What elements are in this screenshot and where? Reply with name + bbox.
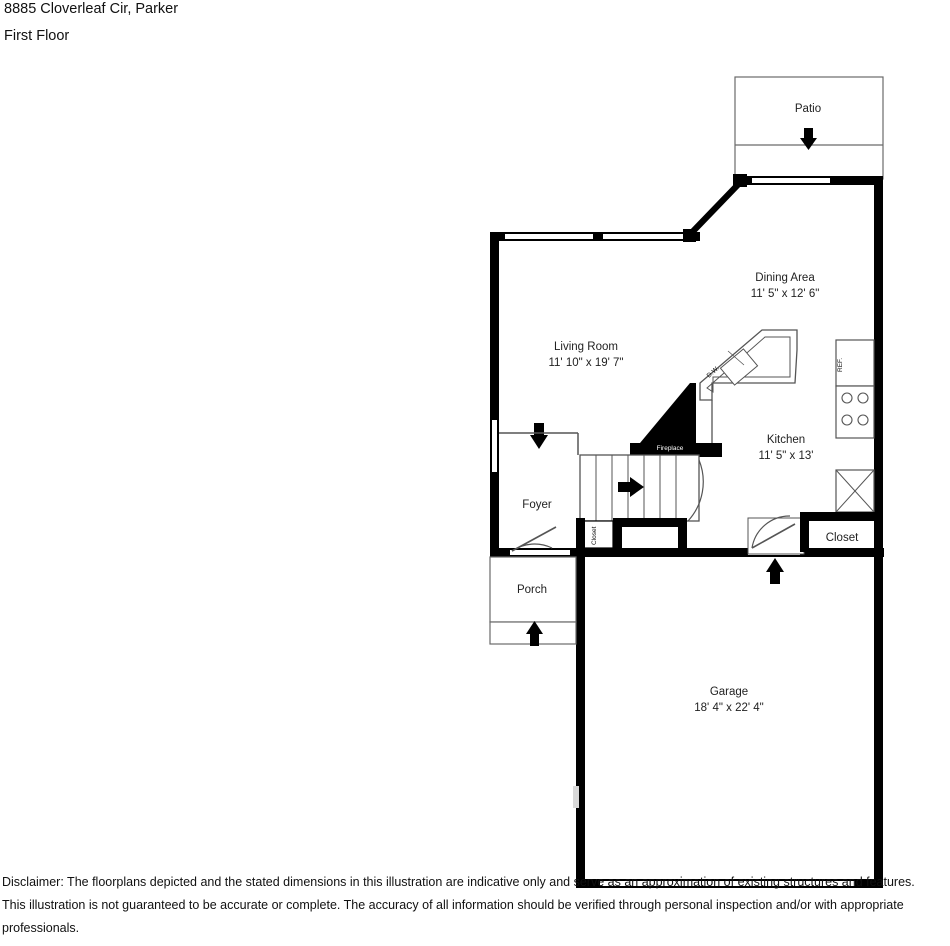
living-room-arrow [530, 423, 548, 449]
garage-entry-door [748, 516, 804, 584]
garage-label: Garage [709, 686, 749, 698]
kitchen-labels [759, 434, 814, 462]
pantry-cabinet [836, 470, 874, 512]
living-room-dimensions: 11' 10" x 19' 7" [548, 357, 624, 369]
garage-dimensions: 18' 4" x 22' 4" [694, 702, 764, 714]
front-door [512, 527, 556, 551]
patio-label: Patio [794, 103, 822, 115]
porch-label: Porch [516, 584, 548, 596]
closet-vertical-label: Closet [591, 526, 598, 545]
closet-right-label: Closet [825, 532, 859, 544]
closet-right [800, 512, 876, 552]
staircase [580, 455, 703, 521]
dining-area-labels [751, 272, 820, 300]
patio-area [735, 77, 883, 179]
disclaimer-line-1: Disclaimer: The floorplans depicted and the stated dimensions in this illustration are indicative only and serve as an approximation of existing structures and features. [2, 875, 915, 889]
dining-area-dimensions: 11' 5" x 12' 6" [750, 288, 820, 300]
foyer-label: Foyer [522, 499, 552, 511]
porch-area [490, 557, 576, 646]
kitchen-dimensions: 11' 5" x 13' [758, 450, 814, 462]
living-room-label: Living Room [554, 341, 618, 353]
dishwasher-label: D.W. [705, 364, 721, 380]
garage-area [573, 686, 764, 808]
under-stair-closet [576, 518, 622, 551]
living-room-labels [548, 341, 623, 369]
refrigerator [836, 340, 874, 386]
refrigerator-label: REF. [837, 357, 844, 372]
floor-label: First Floor [4, 28, 70, 44]
kitchen-label: Kitchen [766, 434, 806, 446]
range-stove [836, 386, 874, 438]
foyer-area [522, 499, 552, 511]
dining-area-label: Dining Area [755, 272, 815, 284]
disclaimer [2, 871, 948, 940]
disclaimer-line-2: This illustration is not guaranteed to be accurate or complete. The accuracy of all information should be verified through personal inspection and/or with appropriate professionals. [2, 898, 904, 935]
property-address: 8885 Cloverleaf Cir, Parker [4, 1, 179, 17]
kitchen-counter [700, 330, 797, 400]
fireplace-label: Fireplace [656, 445, 684, 452]
